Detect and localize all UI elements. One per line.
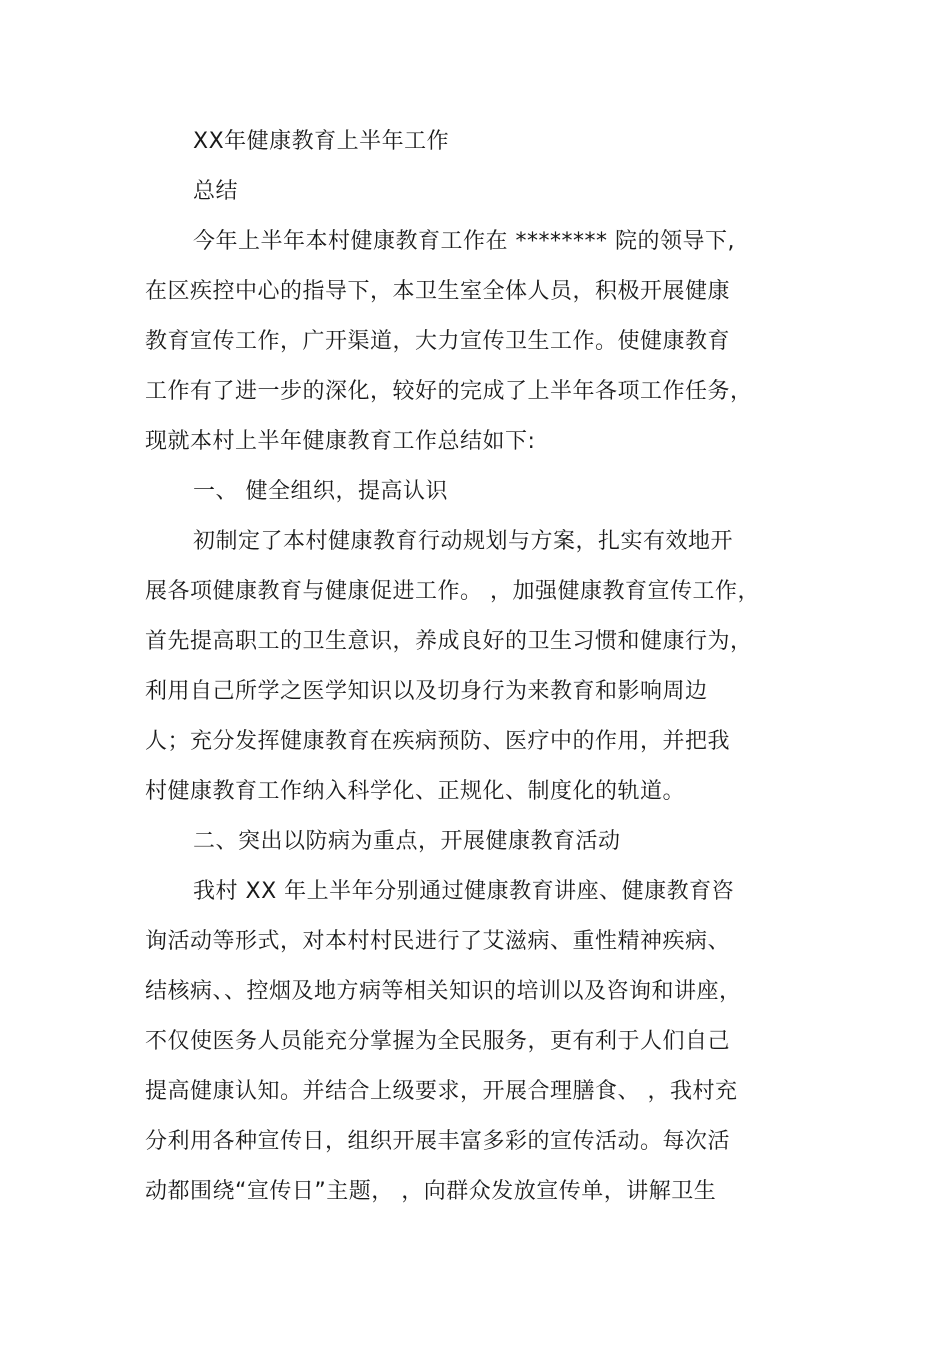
paragraph-line: 在区疾控中心的指导下，本卫生室全体人员，积极开展健康	[145, 279, 731, 304]
paragraph-line: 展各项健康教育与健康促进工作。 ，加强健康教育宣传工作，	[145, 579, 760, 604]
paragraph-line: 人；充分发挥健康教育在疾病预防、医疗中的作用，并把我	[145, 729, 731, 754]
paragraph-line: 结核病、、控烟及地方病等相关知识的培训以及咨询和讲座，	[145, 979, 742, 1004]
paragraph-line: 分利用各种宣传日，组织开展丰富多彩的宣传活动。每次活	[145, 1129, 731, 1154]
paragraph-line: 工作有了进一步的深化，较好的完成了上半年各项工作任务，	[145, 379, 753, 404]
section-heading-1: 一、 健全组织，提高认识	[193, 479, 448, 504]
section-heading-2: 二、突出以防病为重点，开展健康教育活动	[193, 829, 621, 854]
paragraph-line: 村健康教育工作纳入科学化、正规化、制度化的轨道。	[145, 779, 686, 804]
paragraph-line: 首先提高职工的卫生意识，养成良好的卫生习惯和健康行为，	[145, 629, 753, 654]
paragraph-line: 询活动等形式，对本村村民进行了艾滋病、重性精神疾病、	[145, 929, 731, 954]
paragraph-line: 教育宣传工作，广开渠道，大力宣传卫生工作。使健康教育	[145, 329, 731, 354]
paragraph-line: 现就本村上半年健康教育工作总结如下:	[145, 429, 536, 454]
document-title: XX年健康教育上半年工作	[193, 129, 450, 154]
paragraph-line: 我村 XX 年上半年分别通过健康教育讲座、健康教育咨	[193, 879, 735, 904]
paragraph-line: 初制定了本村健康教育行动规划与方案，扎实有效地开	[193, 529, 734, 554]
paragraph-line: 利用自己所学之医学知识以及切身行为来教育和影响周边	[145, 679, 708, 704]
paragraph-line: 不仅使医务人员能充分掌握为全民服务，更有利于人们自己	[145, 1029, 731, 1054]
paragraph-line: 今年上半年本村健康教育工作在 ******** 院的领导下,	[193, 229, 735, 254]
paragraph-line: 动都围绕“宣传日”主题， ，向群众发放宣传单，讲解卫生	[145, 1179, 717, 1204]
paragraph-line: 提高健康认知。并结合上级要求，开展合理膳食、 ，我村充	[145, 1079, 738, 1104]
document-title-continued: 总结	[193, 179, 239, 204]
